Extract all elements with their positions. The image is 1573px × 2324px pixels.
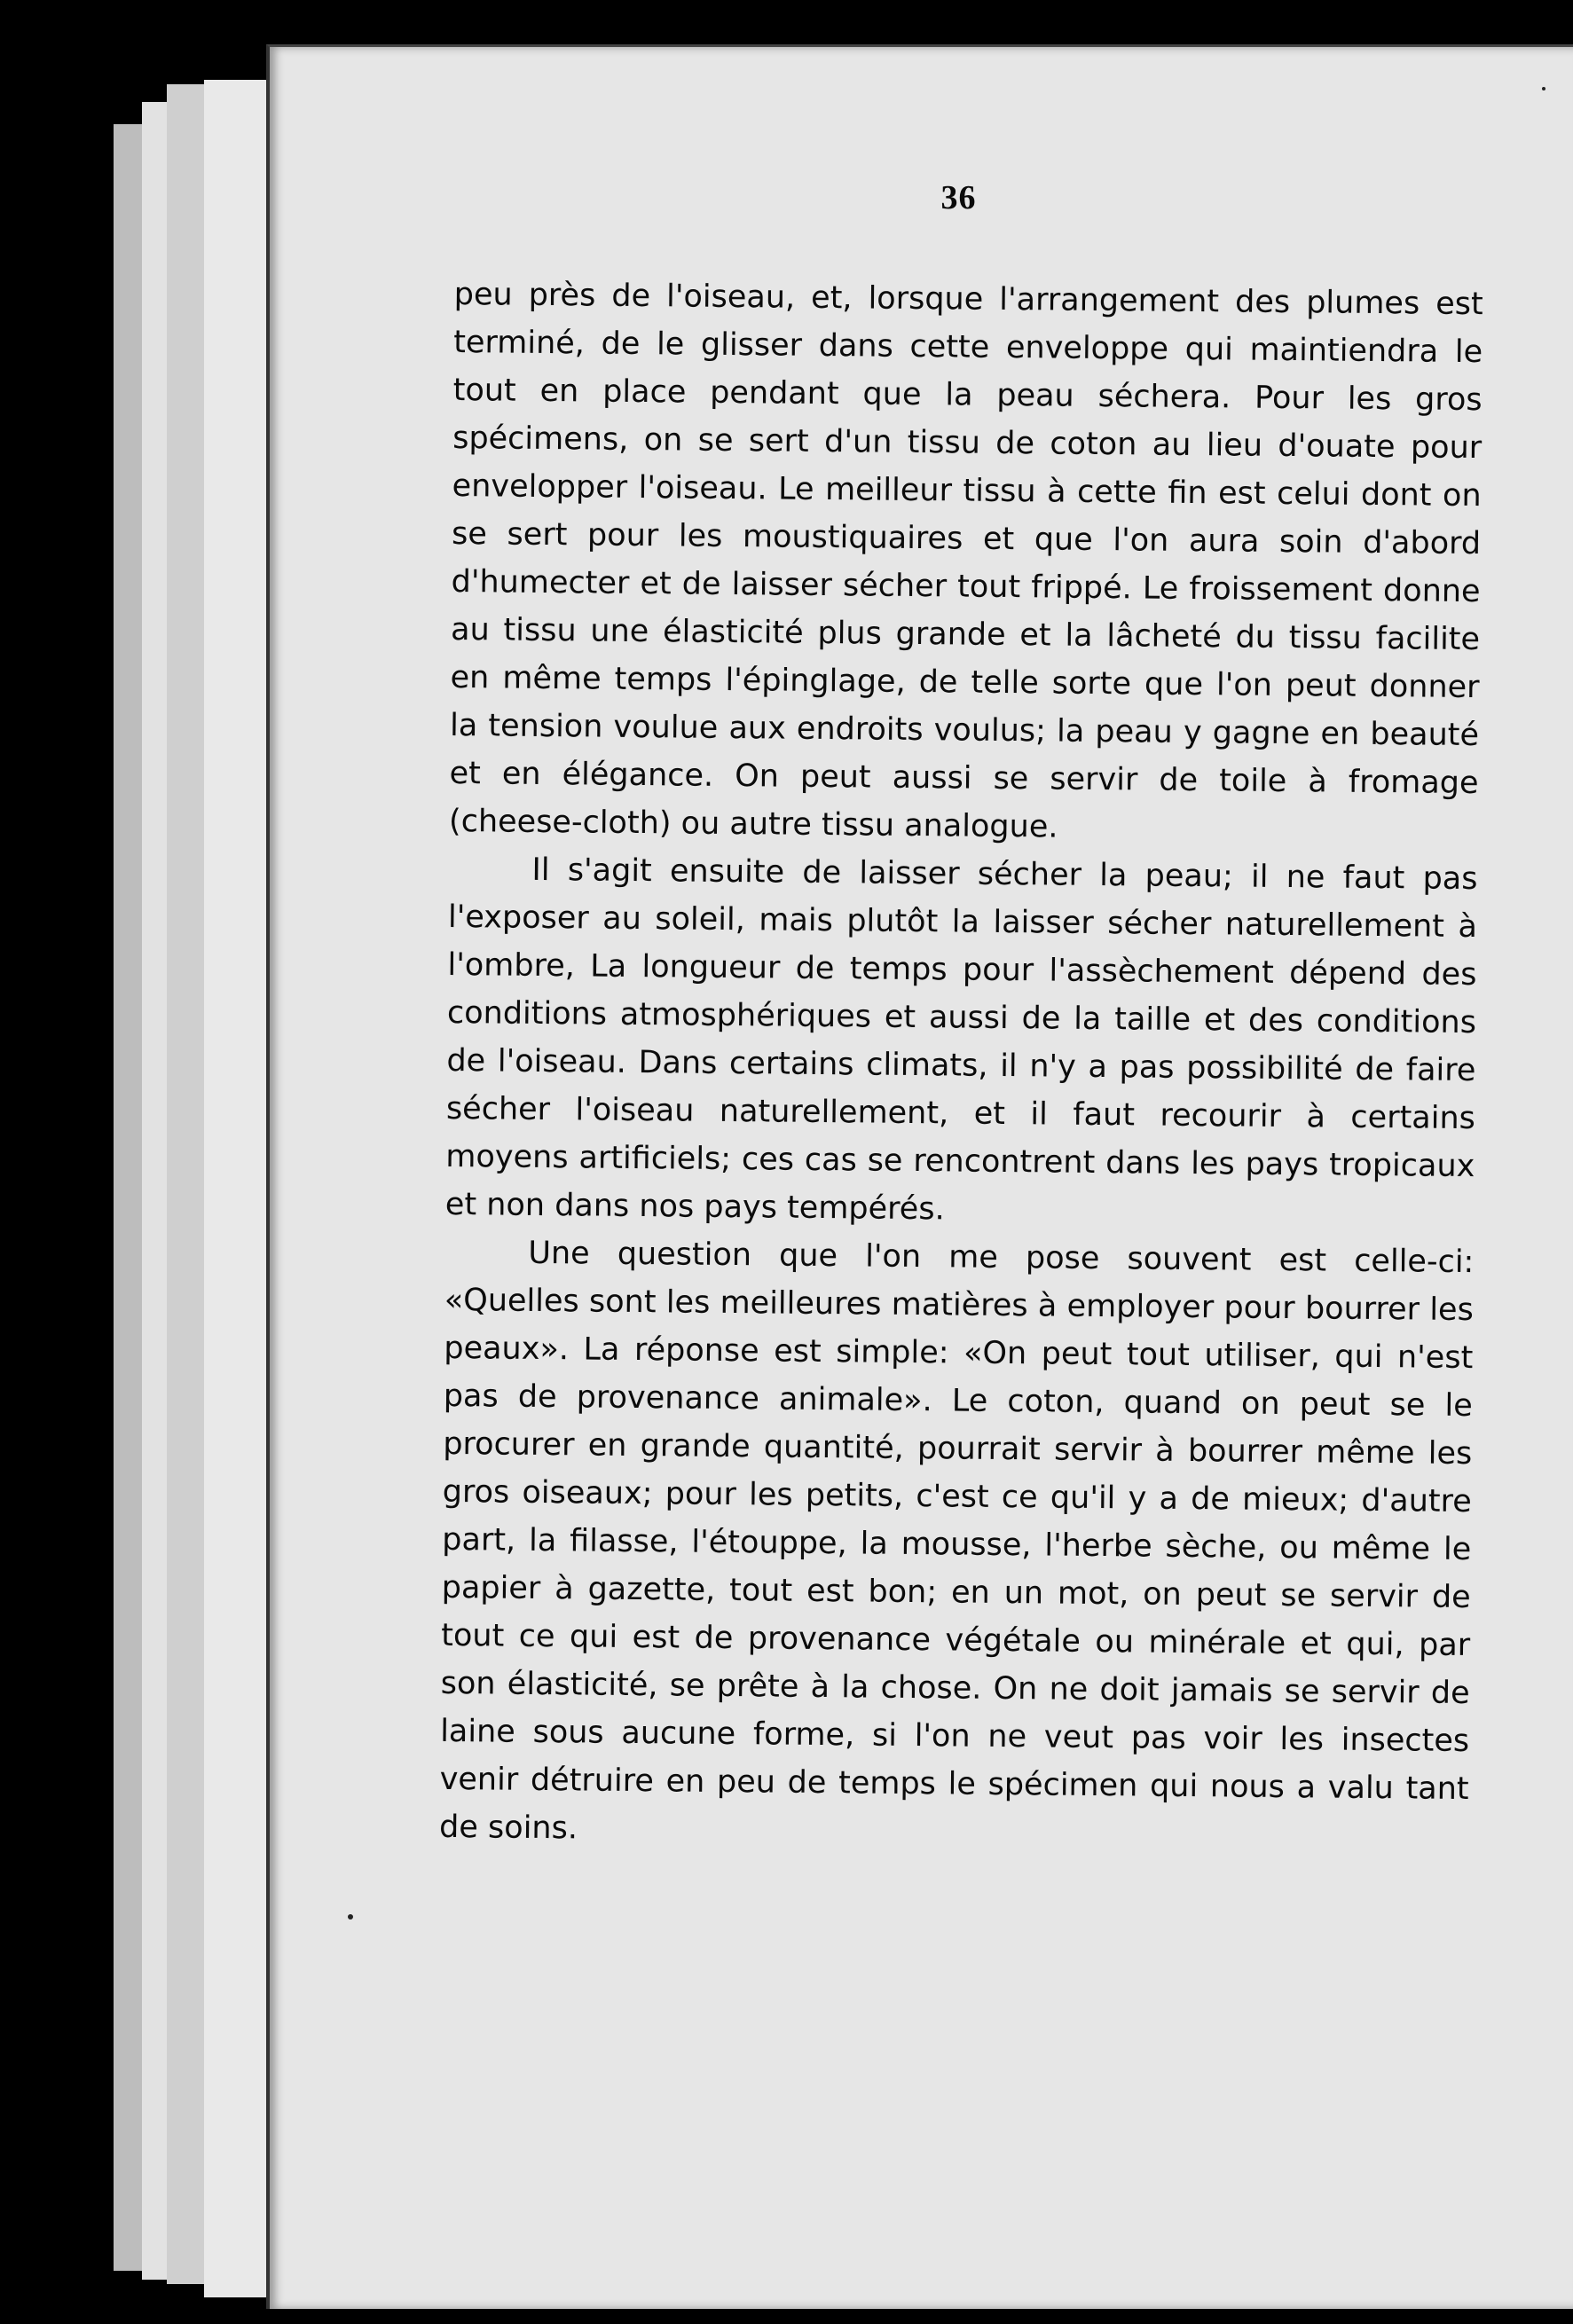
paragraph: peu près de l'oiseau, et, lorsque l'arrangement des plumes est terminé, de le glisser dans cette enveloppe qui maintiendra le tout en place pendant que la peau séchera. Pour les gros spécimens, on se sert d'un tissu de coton au lieu d'ouate pour envelopper l'oiseau. Le meilleur tissu à cette fin est celui dont on se sert pour les moustiquaires et que l'on aura soin d'abord d'humecter et de laisser sécher tout frippé. Le froissement donne au tissu une élasticité plus grande et la lâcheté du tissu facilite en même temps l'épinglage, de telle sorte que l'on peut donner la tension voulue aux endroits voulus; la peau y gagne en beauté et en élégance. On peut aussi se servir de toile à fromage (cheese-cloth) ou autre tissu analogue.: [448, 276, 1483, 845]
speck-mark: [1542, 87, 1545, 90]
page-number: 36: [940, 179, 977, 216]
paragraph: Une question que l'on me pose souvent est celle-ci: «Quelles sont les meilleures matières à employer pour bourrer les peaux». La réponse est simple: «On peut tout utiliser, qui n'est pas de provenance animale». Le coton, quand on peut se le procurer en grande quantité, pourrait servir à bourrer même les gros oiseaux; pour les petits, c'est ce qu'il y a de mieux; d'autre part, la filasse, l'étouppe, la mousse, l'herbe sèche, ou même le papier à gazette, tout est bon; en un mot, on peut se servir de tout ce qui est de provenance végétale ou minérale et qui, par son élasticité, se prête à la chose. On ne doit jamais se servir de laine sous aucune forme, si l'on ne veut pas voir les insectes venir détruire en peu de temps le spécimen qui nous a valu tant de soins.: [438, 1235, 1475, 1847]
body-text: [439, 271, 1483, 1861]
book-page: [266, 44, 1573, 2309]
paragraph: Il s'agit ensuite de laisser sécher la peau; il ne faut pas l'exposer au soleil, mais plutôt la laisser sécher naturellement à l'ombre, La longueur de temps pour l'assèchement dépend des conditions atmosphériques et aussi de la taille et des conditions de l'oiseau. Dans certains climats, il n'y a pas possibilité de faire sécher l'oiseau naturellement, et il faut recourir à certains moyens artificiels; ces cas se rencontrent dans les pays tropicaux et non dans nos pays tempérés.: [444, 852, 1478, 1228]
speck-mark: [348, 1914, 353, 1920]
